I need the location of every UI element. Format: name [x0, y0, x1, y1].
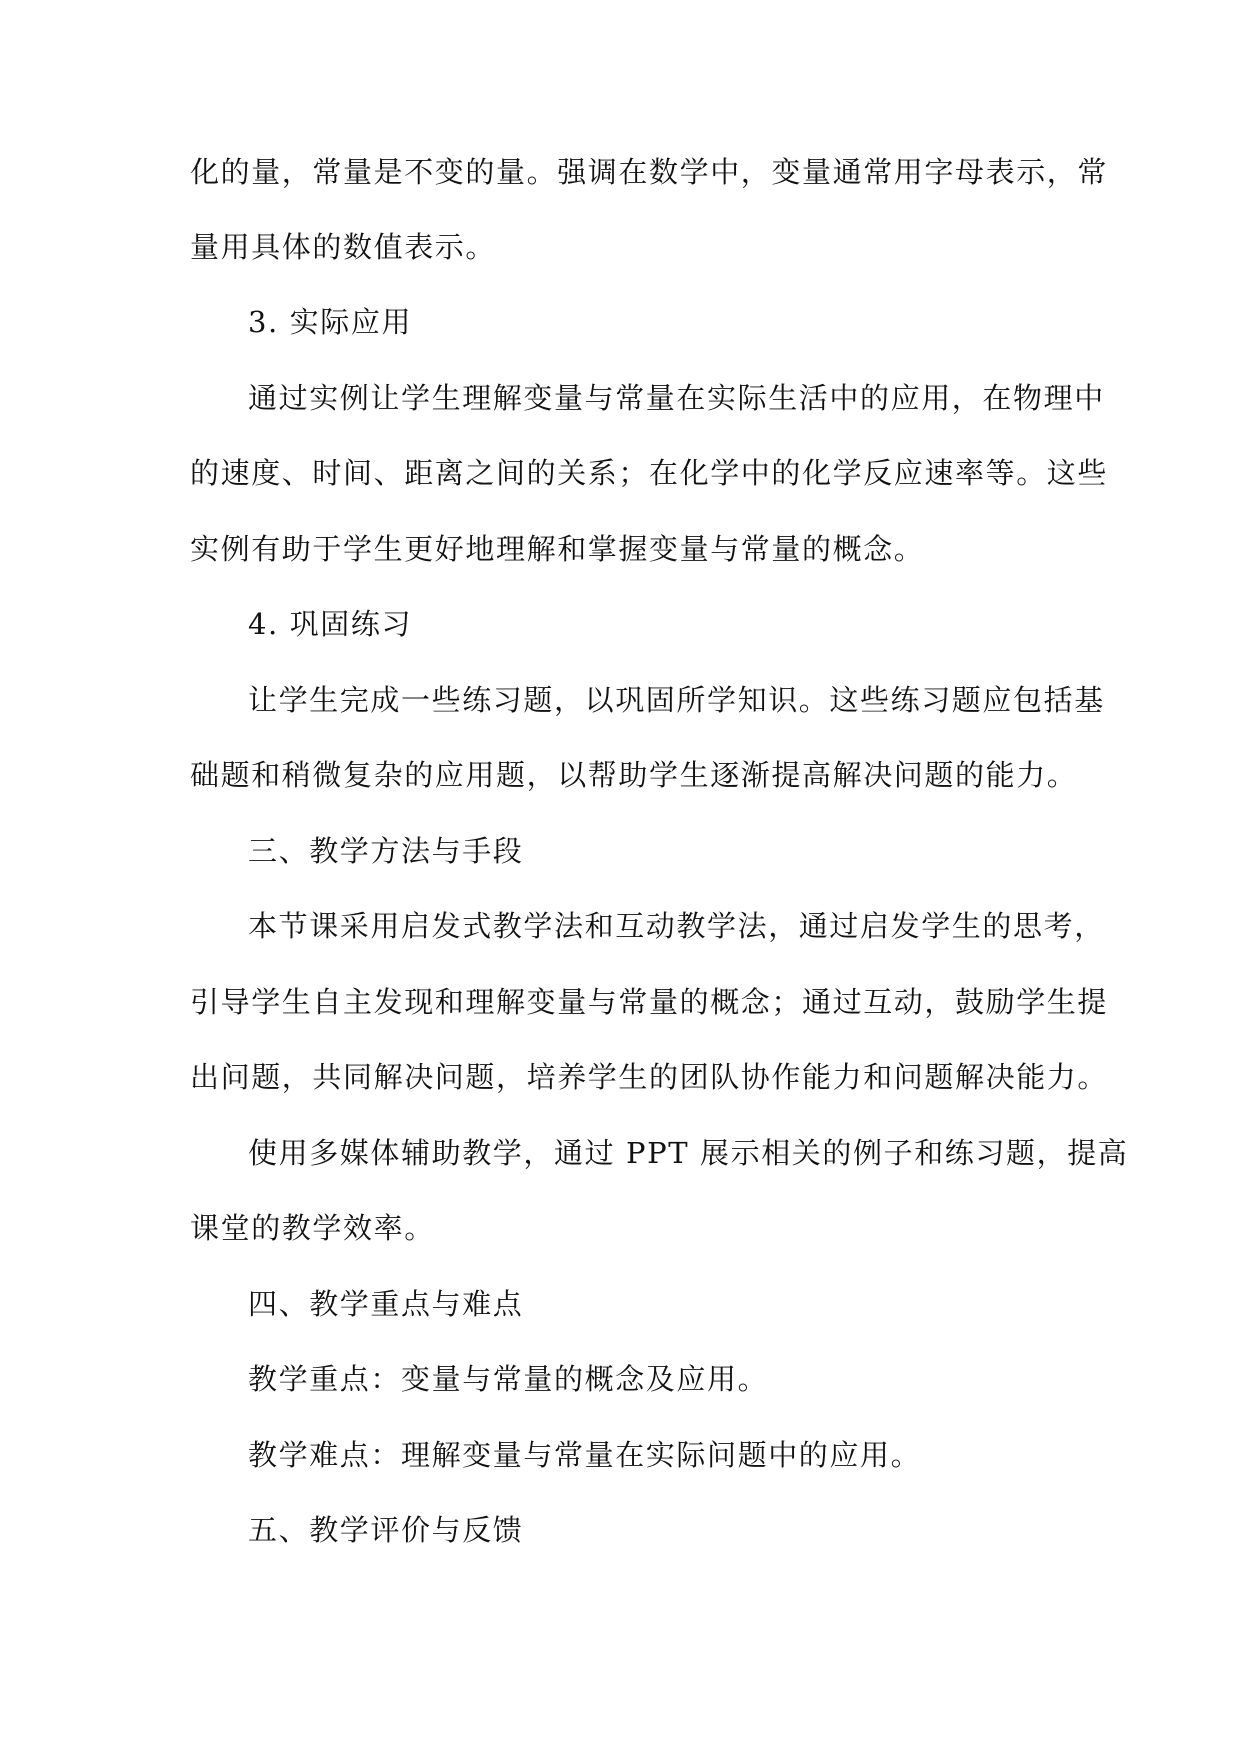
- paragraph-line: 的速度、时间、距离之间的关系；在化学中的化学反应速率等。这些: [190, 456, 1109, 490]
- paragraph-line: 量用具体的数值表示。: [190, 230, 497, 264]
- paragraph-line: 通过实例让学生理解变量与常量在实际生活中的应用，在物理中: [248, 381, 1105, 415]
- paragraph-line: 实例有助于学生更好地理解和掌握变量与常量的概念。: [190, 532, 925, 566]
- paragraph-line: 教学重点：变量与常量的概念及应用。: [248, 1362, 769, 1396]
- section-heading: 三、教学方法与手段: [248, 834, 524, 868]
- paragraph-line: 本节课采用启发式教学法和互动教学法，通过启发学生的思考，: [248, 909, 1105, 943]
- paragraph-line: 础题和稍微复杂的应用题，以帮助学生逐渐提高解决问题的能力。: [190, 758, 1078, 792]
- paragraph-line: 出问题，共同解决问题，培养学生的团队协作能力和问题解决能力。: [190, 1060, 1109, 1094]
- section-heading: 3. 实际应用: [248, 305, 413, 339]
- paragraph-line: 让学生完成一些练习题，以巩固所学知识。这些练习题应包括基: [248, 683, 1105, 717]
- paragraph-line: 课堂的教学效率。: [190, 1211, 435, 1245]
- paragraph-line: 引导学生自主发现和理解变量与常量的概念；通过互动，鼓励学生提: [190, 985, 1109, 1019]
- section-heading: 四、教学重点与难点: [248, 1287, 524, 1321]
- paragraph-line: 使用多媒体辅助教学，通过 PPT 展示相关的例子和练习题，提高: [248, 1136, 1129, 1170]
- paragraph-line: 教学难点：理解变量与常量在实际问题中的应用。: [248, 1438, 922, 1472]
- section-heading: 五、教学评价与反馈: [248, 1513, 524, 1547]
- paragraph-line: 化的量，常量是不变的量。强调在数学中，变量通常用字母表示，常: [190, 155, 1109, 189]
- section-heading: 4. 巩固练习: [248, 607, 413, 641]
